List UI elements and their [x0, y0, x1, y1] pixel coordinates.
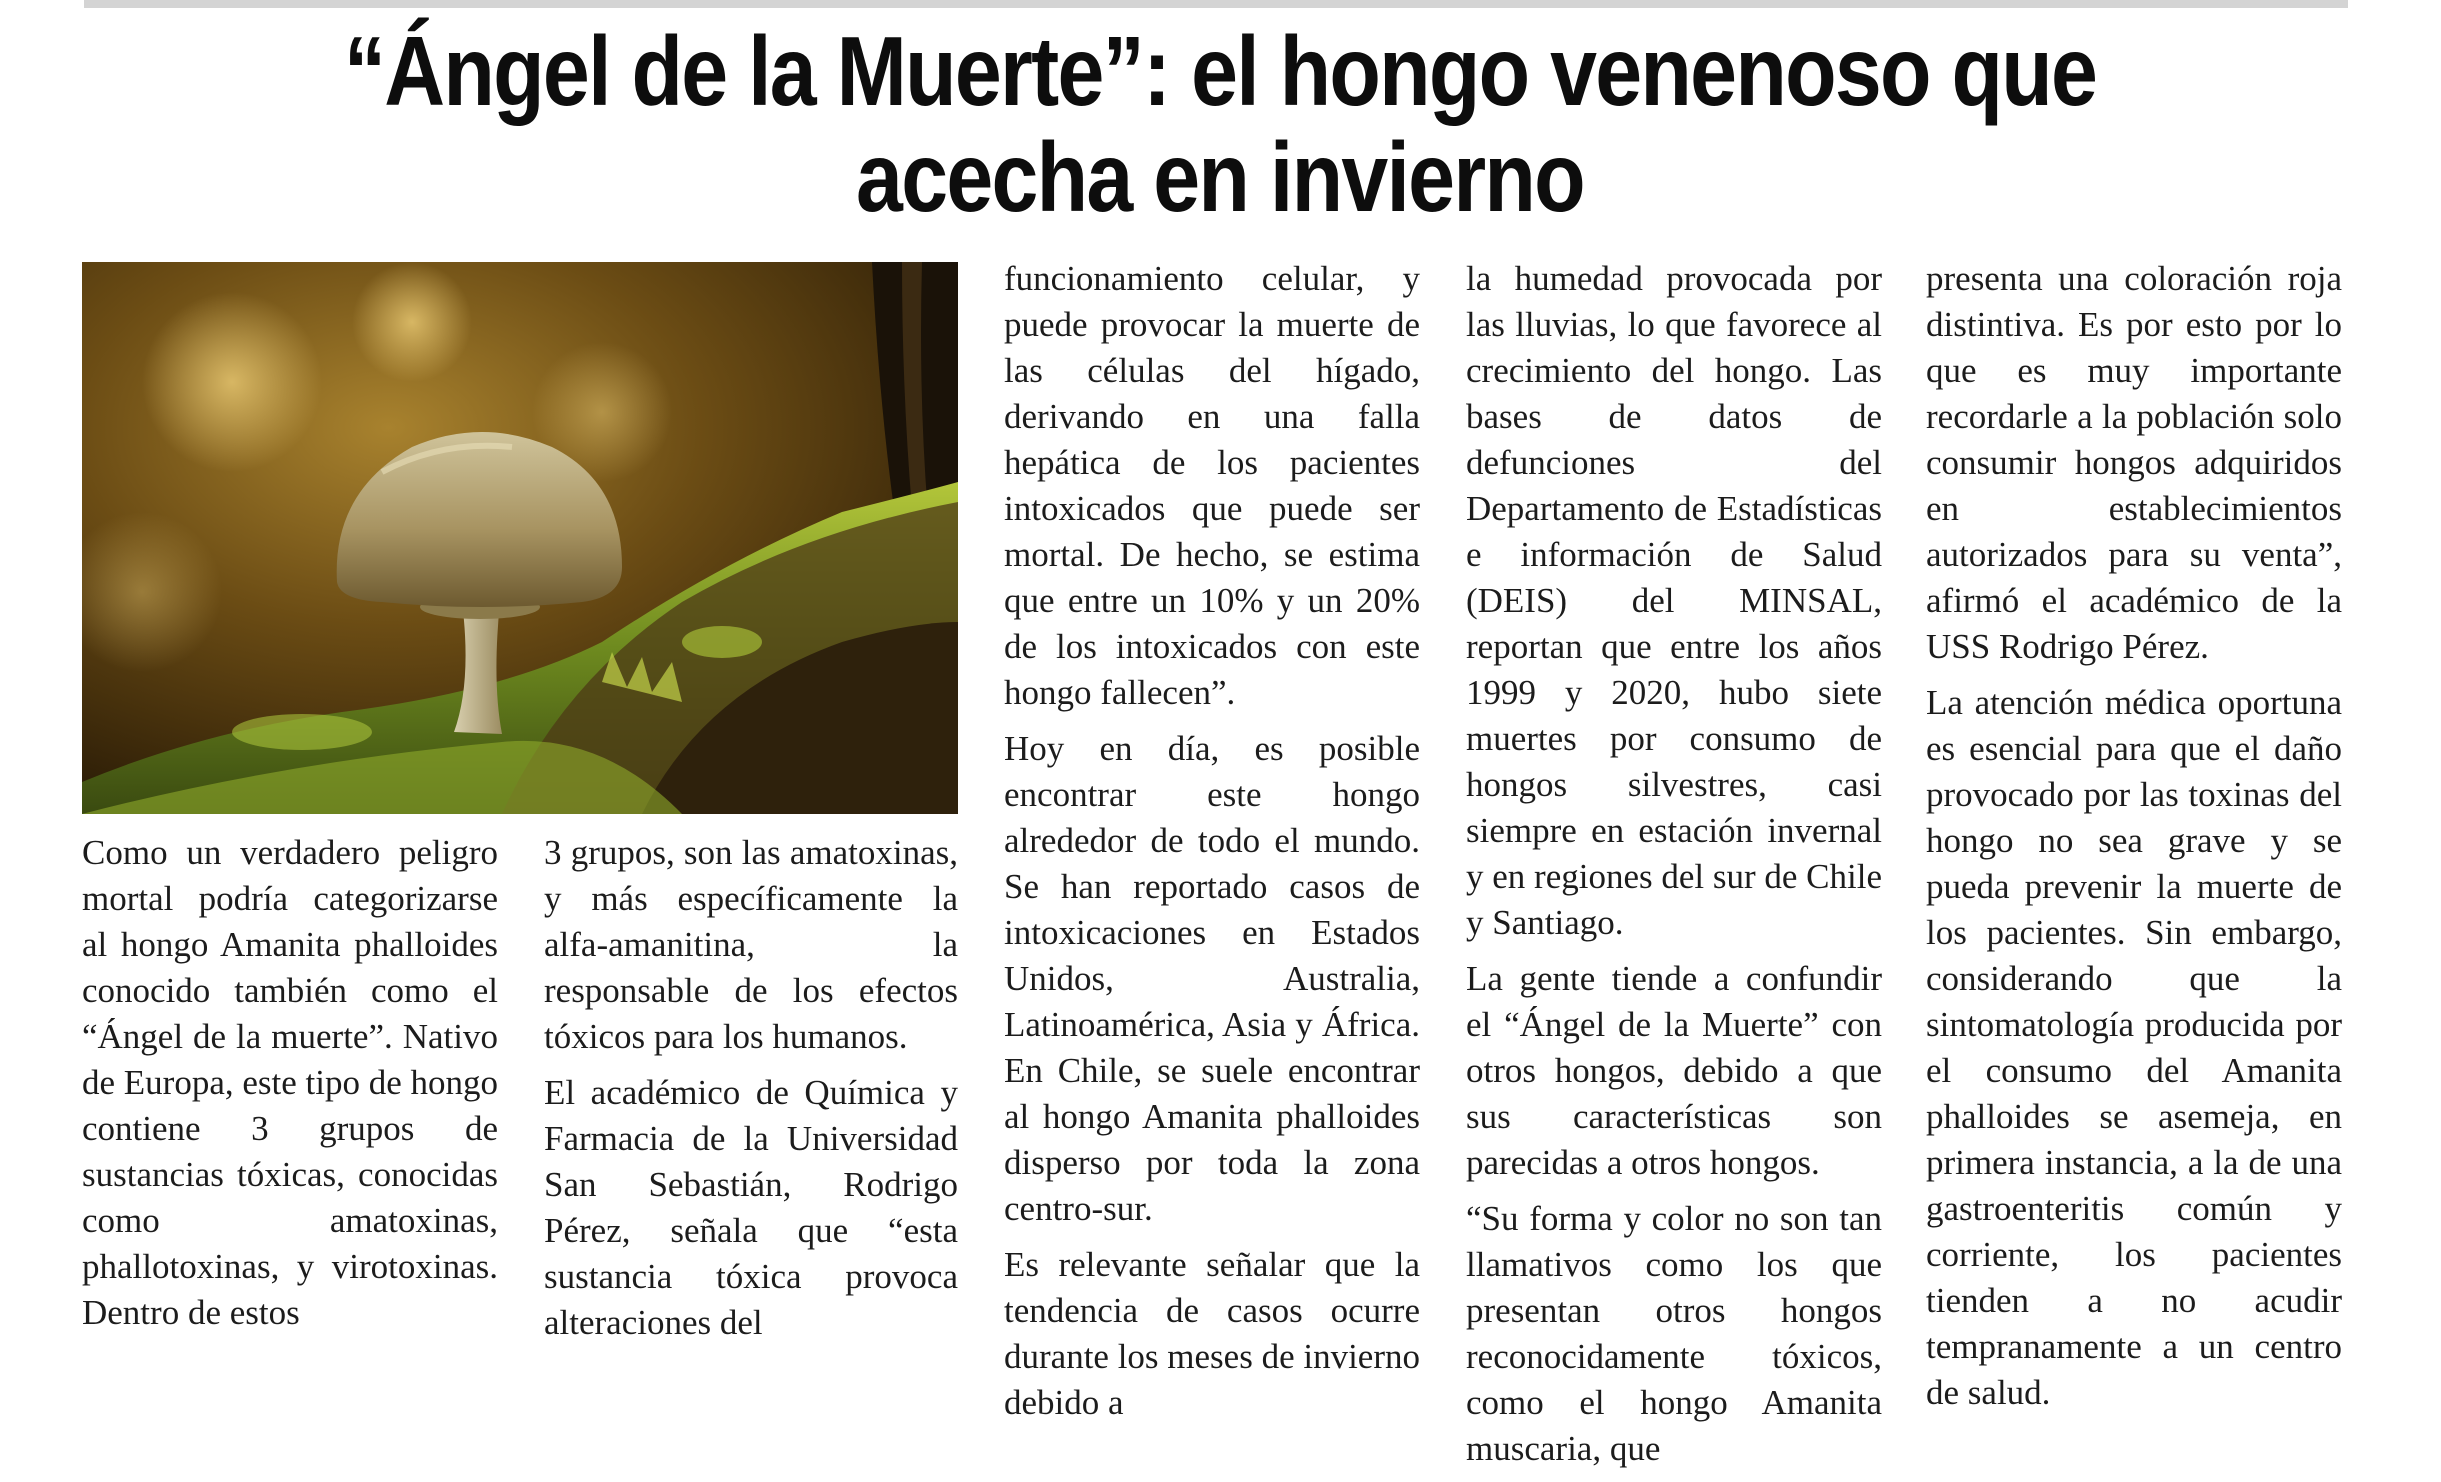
- paragraph: El académico de Química y Farmacia de la Universidad San Sebastián, Rodrigo Pérez, señala que “esta sustancia tóxica provoca alteraciones del: [544, 1073, 958, 1342]
- paragraph: 3 grupos, son las amatoxinas, y más específicamente la alfa-amanitina, la responsable de los efectos tóxicos para los humanos.: [544, 833, 958, 1056]
- mushroom-photo: [82, 262, 958, 814]
- headline-line-1: “Ángel de la Muerte”: el hongo venenoso que: [343, 16, 2097, 126]
- article-headline: [274, 18, 2166, 230]
- headline-line-2: acecha en invierno: [856, 122, 1584, 232]
- paragraph: funcionamiento celular, y puede provocar la muerte de las células del hígado, derivando en una falla hepática de los pacientes intoxicados que puede ser mortal. De hecho, se estima que entre un 10% y un 20% de los intoxicados con este hongo fallecen”.: [1004, 259, 1420, 712]
- article-column-4: [1466, 256, 1882, 1482]
- paragraph: Es relevante señalar que la tendencia de casos ocurre durante los meses de invierno debido a: [1004, 1245, 1421, 1422]
- paragraph: La gente tiende a confundir el “Ángel de la Muerte” con otros hongos, debido a que sus características son parecidas a otros hongos.: [1466, 959, 1882, 1182]
- paragraph: Hoy en día, es posible encontrar este hongo alrededor de todo el mundo. Se han reportado casos de intoxicaciones en Estados Unidos, Australia, Latinoamérica, Asia y África. En Chile, se suele encontrar al hongo Amanita phalloides disperso por toda la zona centro-sur.: [1004, 729, 1420, 1228]
- top-rule: [84, 0, 2348, 8]
- article-column-2: [544, 830, 958, 1356]
- paragraph: “Su forma y color no son tan llamativos como los que presentan otros hongos reconocidamente tóxicos, como el hongo Amanita muscaria, que: [1466, 1199, 1882, 1468]
- mushroom-on-moss-photo-icon: [82, 262, 958, 814]
- article-column-5: [1926, 256, 2342, 1426]
- article-column-1: [82, 830, 498, 1346]
- article-column-3: [1004, 256, 1420, 1436]
- paragraph: Como un verdadero peligro mortal podría categorizarse al hongo Amanita phalloides conocido también como el “Ángel de la muerte”. Nativo de Europa, este tipo de hongo contiene 3 grupos de sustancias tóxicas, conocidas como amatoxinas, phallotoxinas, y virotoxinas. Dentro de estos: [82, 833, 499, 1332]
- paragraph: La atención médica oportuna es esencial para que el daño provocado por las toxinas del hongo no sea grave y se pueda prevenir la muerte de los pacientes. Sin embargo, considerando que la sintomatología producida por el consumo del Amanita phalloides se asemeja, en primera instancia, a la de una gastroenteritis común y corriente, los pacientes tienden a no acudir tempranamente a un centro de salud.: [1926, 683, 2342, 1412]
- paragraph: la humedad provocada por las lluvias, lo que favorece al crecimiento del hongo. Las bases de datos de defunciones del Departamento de Estadísticas e información de Salud (DEIS) del MINSAL, reportan que entre los años 1999 y 2020, hubo siete muertes por consumo de hongos silvestres, casi siempre en estación invernal y en regiones del sur de Chile y Santiago.: [1466, 259, 1883, 942]
- paragraph: presenta una coloración roja distintiva. Es por esto por lo que es muy importante recordarle a la población solo consumir hongos adquiridos en establecimientos autorizados para su venta”, afirmó el académico de la USS Rodrigo Pérez.: [1926, 259, 2342, 666]
